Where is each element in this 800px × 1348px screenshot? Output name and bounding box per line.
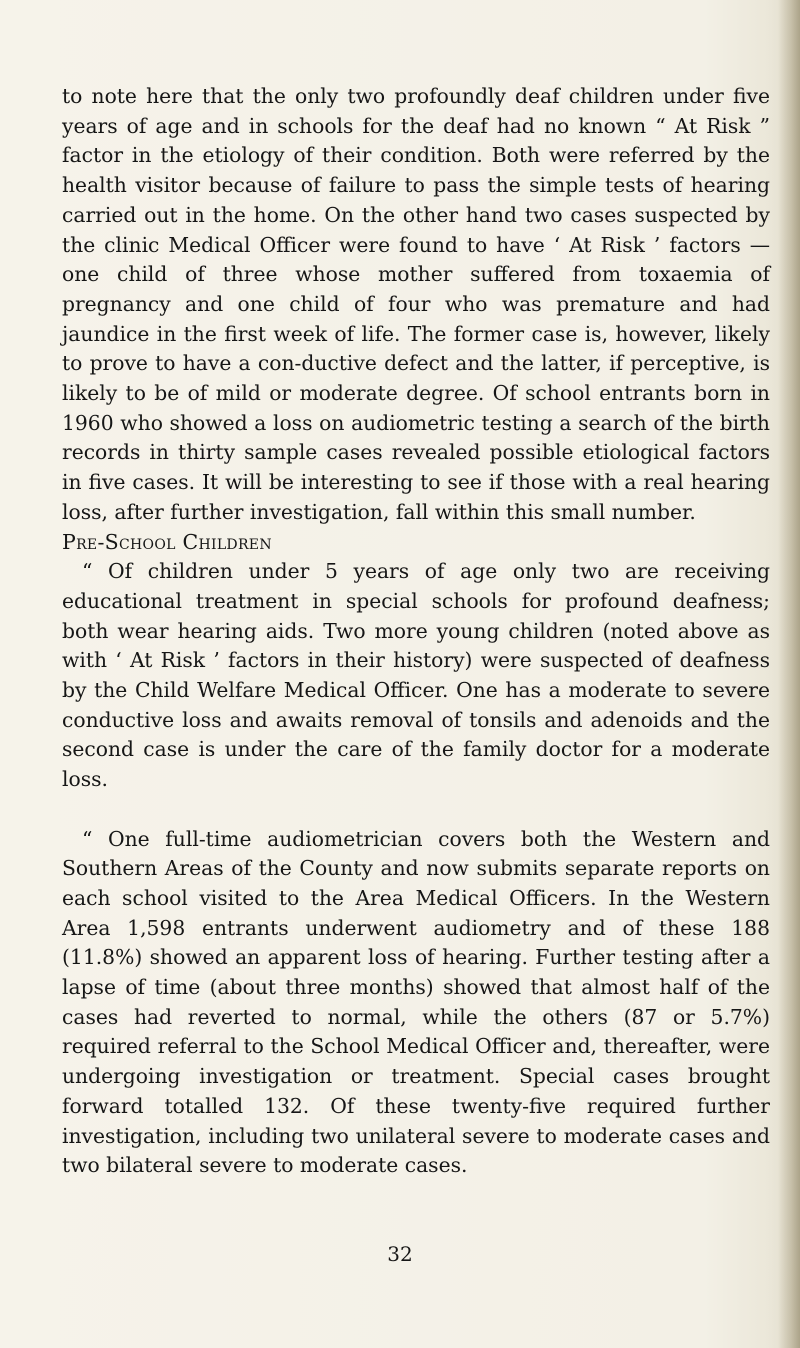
document-body	[62, 82, 770, 1181]
intro-paragraph: to note here that the only two profoundly deaf children under five years of age and in schools for the deaf had no known “ At Risk ” factor in the etiology of their condition. Both were referred by the health visitor because of failure to pass the simple tests of hearing carried out in the home. On the other hand two cases suspected by the clinic Medical Officer were found to have ‘ At Risk ’ factors — one child of three whose mother suffered from toxaemia of pregnancy and one child of four who was premature and had jaundice in the first week of life. The former case is, however, likely to prove to have a con-ductive defect and the latter, if perceptive, is likely to be of mild or moderate degree. Of school entrants born in 1960 who showed a loss on audiometric testing a search of the birth records in thirty sample cases revealed possible etiological factors in five cases. It will be interesting to see if those with a real hearing loss, after further investigation, fall within this small number.	[62, 84, 770, 524]
page-edge-shadow	[778, 0, 800, 1348]
section-paragraph-1: “ Of children under 5 years of age only two are receiving educational treatment in special schools for profound deafness; both wear hearing aids. Two more young children (noted above as with ‘ At Risk ’ factors in their history) were suspected of deafness by the Child Welfare Medical Officer. One has a moderate to severe conductive loss and awaits removal of tonsils and adenoids and the second case is under the care of the family doctor for a moderate loss.	[62, 559, 770, 792]
paragraph-spacer	[62, 795, 770, 825]
section-paragraph-2: “ One full-time audiometrician covers both the Western and Southern Areas of the County and now submits separate reports on each school visited to the Area Medical Officers. In the Western Area 1,598 entrants underwent audiometry and of these 188 (11.8%) showed an apparent loss of hearing. Further testing after a lapse of time (about three months) showed that almost half of the cases had reverted to normal, while the others (87 or 5.7%) required referral to the School Medical Officer and, thereafter, were undergoing investigation or treatment. Special cases brought forward totalled 132. Of these twenty-five required further investigation, including two unilateral severe to moderate cases and two bilateral severe to moderate cases.	[62, 826, 770, 1178]
section-heading: Pre-School Children	[62, 529, 272, 554]
page-number: 32	[387, 1242, 413, 1266]
